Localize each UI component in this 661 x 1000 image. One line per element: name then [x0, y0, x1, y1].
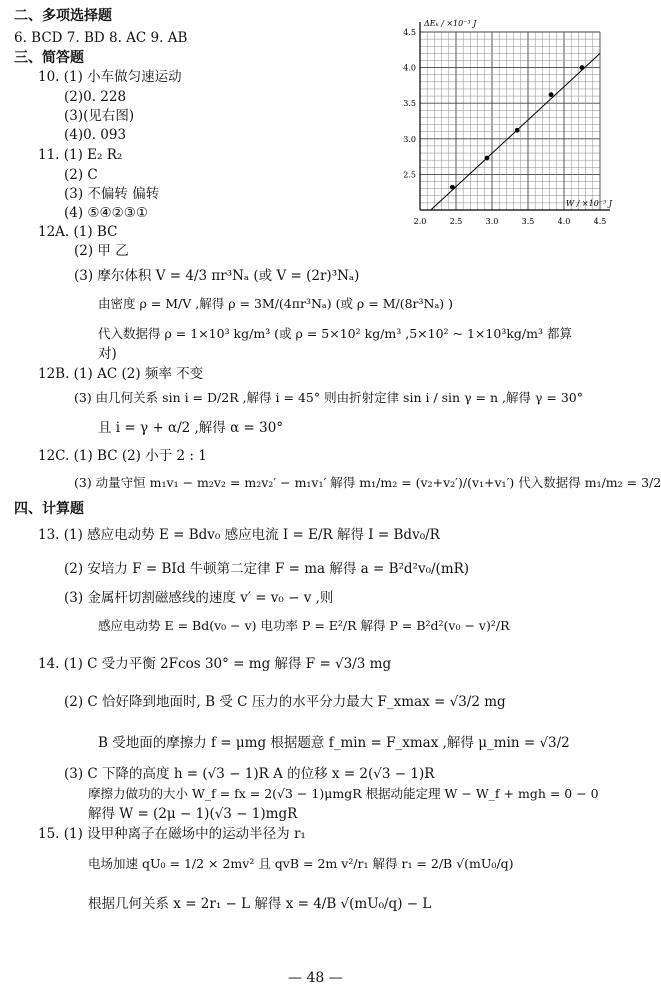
- y-axis-label: ΔEₖ / ×10⁻³ J: [424, 19, 477, 28]
- q13-line: (2) 安培力 F = BId 牛顿第二定律 F = ma 解得 a = B²d²v₀/(mR): [64, 561, 470, 577]
- q13-line: 感应电动势 E = Bd(v₀ − v) 电功率 P = E²/R 解得 P = B²d²(v₀ − v)²/R: [98, 618, 510, 633]
- x-axis-label: W / ×10⁻³ J: [565, 199, 612, 208]
- q10-line: (3)(见右图): [64, 108, 135, 124]
- q14-line: 14. (1) C 受力平衡 2Fcos 30° = mg 解得 F = √3/3 mg: [38, 656, 392, 672]
- q10-line: (2)0. 228: [64, 89, 127, 105]
- q12a-line: 由密度 ρ = M/V ,解得 ρ = 3M/(4πr³Nₐ) (或 ρ = M/(8r³Nₐ) ): [98, 296, 454, 311]
- data-point: [450, 185, 455, 190]
- q11-line: (4) ⑤④②③①: [64, 205, 148, 221]
- page-number: — 48 —: [288, 970, 343, 986]
- x-tick-label: 2.0: [413, 217, 427, 226]
- data-point: [515, 128, 520, 133]
- q13-line: 13. (1) 感应电动势 E = Bdv₀ 感应电流 I = E/R 解得 I = Bdv₀/R: [38, 527, 440, 543]
- q15-line: 电场加速 qU₀ = 1/2 × 2mv² 且 qvB = 2m v²/r₁ 解得 r₁ = 2/B √(mU₀/q): [88, 856, 514, 871]
- q10-line: (4)0. 093: [64, 127, 127, 143]
- data-point: [549, 92, 554, 97]
- section-title-calculation: 四、计算题: [14, 501, 84, 517]
- q11-line: 11. (1) E₂ R₂: [38, 147, 123, 163]
- q13-line: (3) 金属杆切割磁感线的速度 v′ = v₀ − v ,则: [64, 590, 334, 606]
- q14-line: 解得 W = (2μ − 1)(√3 − 1)mgR: [88, 806, 298, 822]
- q14-line: 摩擦力做功的大小 W_f = fx = 2(√3 − 1)μmgR 根据动能定理 W − W_f + mgh = 0 − 0: [88, 786, 599, 801]
- q11-line: (3) 不偏转 偏转: [64, 186, 160, 202]
- q12a-line: (3) 摩尔体积 V = 4/3 πr³Nₐ (或 V = (2r)³Nₐ): [74, 268, 360, 284]
- q12b-line: 12B. (1) AC (2) 频率 不变: [38, 366, 204, 382]
- y-tick-label: 2.5: [403, 170, 416, 180]
- q14-line: B 受地面的摩擦力 f = μmg 根据题意 f_min = F_xmax ,解得 μ_min = √3/2: [98, 735, 570, 751]
- q11-line: (2) C: [64, 167, 98, 183]
- x-tick-label: 2.5: [449, 217, 463, 226]
- q12b-line: (3) 由几何关系 sin i = D/2R ,解得 i = 45° 则由折射定律 sin i / sin γ = n ,解得 γ = 30°: [74, 390, 583, 405]
- data-point: [580, 65, 585, 70]
- q15-line: 根据几何关系 x = 2r₁ − L 解得 x = 4/B √(mU₀/q) − L: [88, 896, 432, 912]
- q12c-line: (3) 动量守恒 m₁v₁ − m₂v₂ = m₂v₂′ − m₁v₁′ 解得 m₁/m₂ = (v₂+v₂′)/(v₁+v₁′) 代入数据得 m₁/m₂ = 3/2: [74, 475, 661, 490]
- x-tick-label: 3.5: [521, 217, 535, 226]
- y-tick-label: 4.0: [403, 63, 416, 73]
- multiple-choice-answers: 6. BCD 7. BD 8. AC 9. AB: [14, 30, 188, 46]
- x-tick-label: 3.0: [485, 217, 499, 226]
- data-point: [485, 156, 490, 161]
- q12a-line: 代入数据得 ρ = 1×10³ kg/m³ (或 ρ = 5×10² kg/m³ ,5×10² ~ 1×10³kg/m³ 都算: [98, 326, 572, 341]
- q14-line: (3) C 下降的高度 h = (√3 − 1)R A 的位移 x = 2(√3 − 1)R: [64, 766, 435, 782]
- q12a-line: 对): [98, 346, 117, 362]
- q12a-line: (2) 甲 乙: [74, 243, 129, 259]
- q15-line: 15. (1) 设甲种离子在磁场中的运动半径为 r₁: [38, 826, 306, 842]
- q10-line: 10. (1) 小车做匀速运动: [38, 69, 182, 85]
- y-tick-label: 4.5: [403, 28, 416, 37]
- x-tick-label: 4.5: [593, 217, 607, 226]
- section-title-multiple-choice: 二、多项选择题: [14, 8, 112, 24]
- q12c-line: 12C. (1) BC (2) 小于 2 : 1: [38, 448, 207, 464]
- y-tick-label: 3.0: [403, 134, 416, 144]
- q12b-line: 且 i = γ + α/2 ,解得 α = 30°: [98, 420, 284, 436]
- q12a-line: 12A. (1) BC: [38, 224, 118, 240]
- y-tick-label: 3.5: [403, 99, 416, 109]
- q14-line: (2) C 恰好降到地面时, B 受 C 压力的水平分力最大 F_xmax = √3/2 mg: [64, 694, 506, 710]
- energy-work-chart: [398, 10, 628, 235]
- section-title-short-answer: 三、简答题: [14, 50, 84, 66]
- x-tick-label: 4.0: [557, 217, 571, 226]
